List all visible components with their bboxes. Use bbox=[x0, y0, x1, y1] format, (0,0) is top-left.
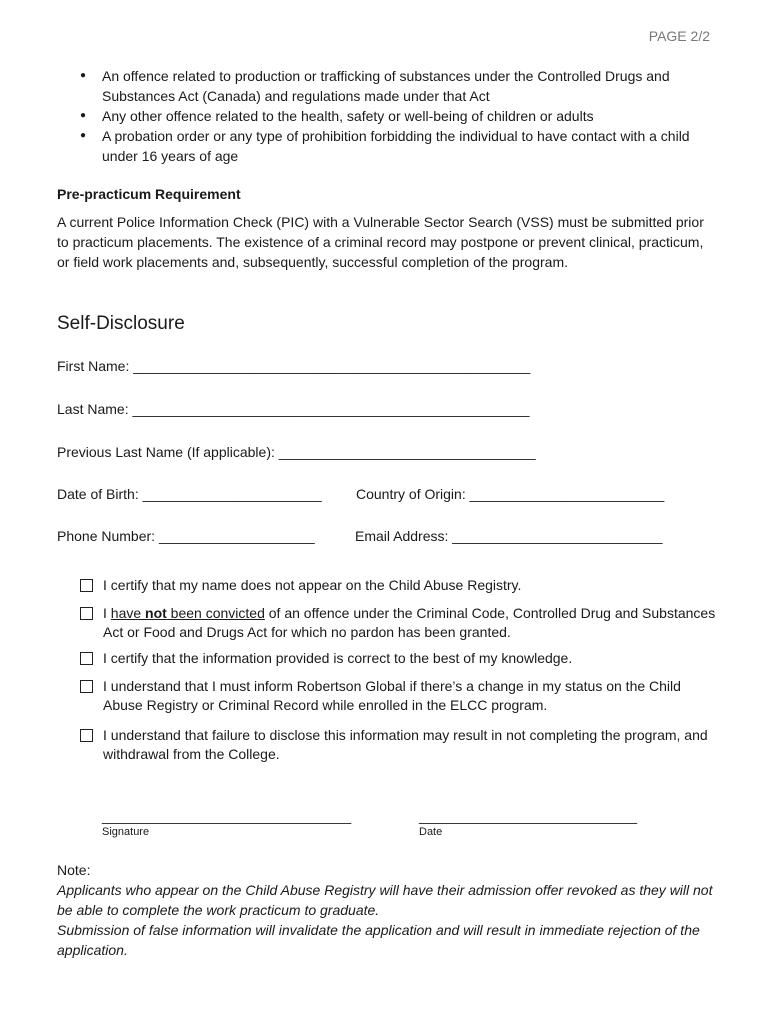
last-name-field[interactable]: Last Name: ___________________________________________________ bbox=[57, 401, 530, 417]
note-label: Note: bbox=[57, 862, 91, 878]
list-item: ● An offence related to production or trafficking of substances under the Controlled Drugs and Substances Act (Canada) and regulations made under that Act bbox=[78, 66, 718, 106]
note-line-2: Submission of false information will invalidate the application and will result in immediate rejection of the application. bbox=[57, 922, 700, 958]
checkbox-label: I certify that my name does not appear on the Child Abuse Registry. bbox=[103, 577, 522, 593]
checkbox-item-inform-change bbox=[80, 677, 720, 715]
checkbox[interactable] bbox=[80, 680, 93, 693]
note-line-1: Applicants who appear on the Child Abuse Registry will have their admission offer revoked as they will not be able to complete the work practicum to graduate. bbox=[57, 882, 713, 918]
checkbox-label: I have not been convicted of an offence under the Criminal Code, Controlled Drug and Substances Act or Food and Drugs Act for which no pardon has been granted. bbox=[103, 605, 716, 640]
checkbox-item-failure-disclose bbox=[80, 726, 720, 764]
list-item: ● A probation order or any type of prohibition forbidding the individual to have contact with a child under 16 years of age bbox=[78, 126, 718, 166]
checkbox-label: I understand that failure to disclose this information may result in not completing the program, and withdrawal from the College. bbox=[103, 727, 708, 762]
requirement-body: A current Police Information Check (PIC) with a Vulnerable Sector Search (VSS) must be submitted prior to practicum placements. The existence of a criminal record may postpone or prevent clinical, practicum, or field work placements and, subsequently, successful completion of the program. bbox=[57, 214, 704, 270]
checkbox[interactable] bbox=[80, 652, 93, 665]
checkbox[interactable] bbox=[80, 729, 93, 742]
country-of-origin-field[interactable]: Country of Origin: _________________________ bbox=[356, 486, 665, 502]
checkbox[interactable] bbox=[80, 579, 93, 592]
list-item: ● Any other offence related to the health, safety or well-being of children or adults bbox=[78, 106, 718, 126]
checkbox-item-correct-info bbox=[80, 649, 720, 668]
date-label: Date bbox=[419, 826, 443, 838]
note-section bbox=[57, 860, 717, 960]
date-field[interactable]: ____________________________ bbox=[419, 808, 638, 824]
checkbox-label: I understand that I must inform Robertson Global if there’s a change in my status on the Child Abuse Registry or Criminal Record while enrolled in the ELCC program. bbox=[103, 678, 681, 713]
previous-last-name-field[interactable]: Previous Last Name (If applicable): _________________________________ bbox=[57, 444, 536, 460]
checkbox-item-registry bbox=[80, 576, 720, 595]
phone-number-field[interactable]: Phone Number: ____________________ bbox=[57, 528, 315, 544]
checkbox-label: I certify that the information provided is correct to the best of my knowledge. bbox=[103, 650, 573, 666]
checkbox[interactable] bbox=[80, 607, 93, 620]
section-title: Self-Disclosure bbox=[57, 313, 185, 334]
page-number: PAGE 2/2 bbox=[648, 28, 710, 44]
signature-field[interactable]: ________________________________ bbox=[102, 808, 352, 824]
requirement-heading: Pre-practicum Requirement bbox=[57, 186, 241, 202]
email-address-field[interactable]: Email Address: ___________________________ bbox=[355, 528, 663, 544]
checkbox-item-convicted bbox=[80, 604, 720, 642]
offence-list bbox=[78, 66, 718, 166]
signature-label: Signature bbox=[102, 826, 150, 838]
first-name-field[interactable]: First Name: ___________________________________________________ bbox=[57, 358, 531, 374]
date-of-birth-field[interactable]: Date of Birth: _______________________ bbox=[57, 486, 322, 502]
